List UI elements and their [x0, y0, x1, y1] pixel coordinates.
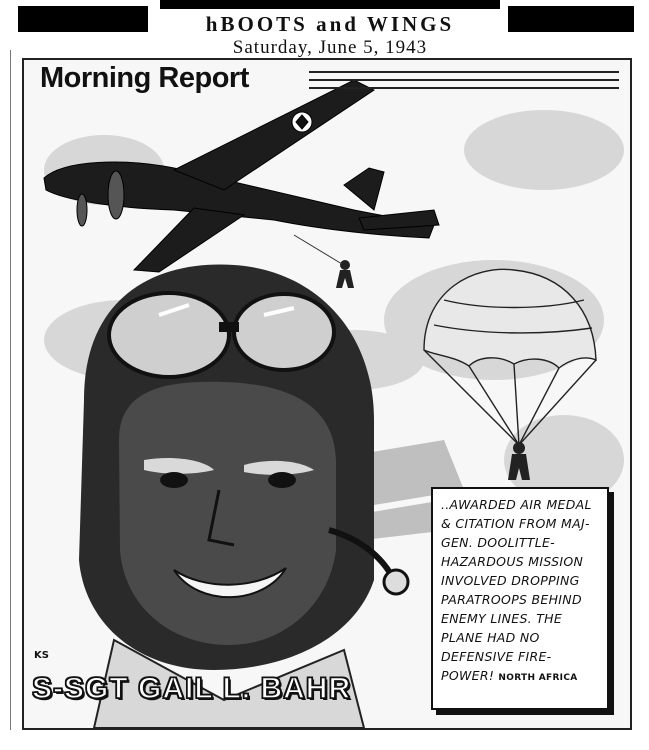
panel-title: Morning Report: [36, 62, 253, 95]
title-rules: [309, 68, 619, 92]
caption-location: NORTH AFRICA: [498, 673, 578, 683]
masthead-title: [150, 12, 510, 37]
artist-signature: KS: [34, 650, 49, 661]
caption-box: [431, 487, 609, 710]
airplane-icon: [44, 80, 439, 272]
masthead-date: Saturday, June 5, 1943: [232, 37, 428, 58]
redaction-bar-left: [18, 6, 148, 32]
name-banner: S-SGT GAIL L. BAHR: [32, 672, 352, 705]
paratrooper-falling-icon: [336, 260, 354, 288]
redaction-bar-top: [160, 0, 500, 9]
comic-panel: [22, 58, 632, 730]
column-rule: [10, 50, 11, 730]
masthead-name: BOOTS and WINGS: [220, 12, 455, 36]
caption-text: ..AWARDED AIR MEDAL & CITATION FROM MAJ-GEN. DOOLITTLE-HAZARDOUS MISSION INVOLVED DROPPING PARATROOPS BEHIND ENEMY LINES. THE PLANE HAD NO DEFENSIVE FIRE-POWER!: [441, 497, 592, 683]
masthead-prefix: h: [205, 12, 221, 36]
redaction-bar-right: [508, 6, 634, 32]
